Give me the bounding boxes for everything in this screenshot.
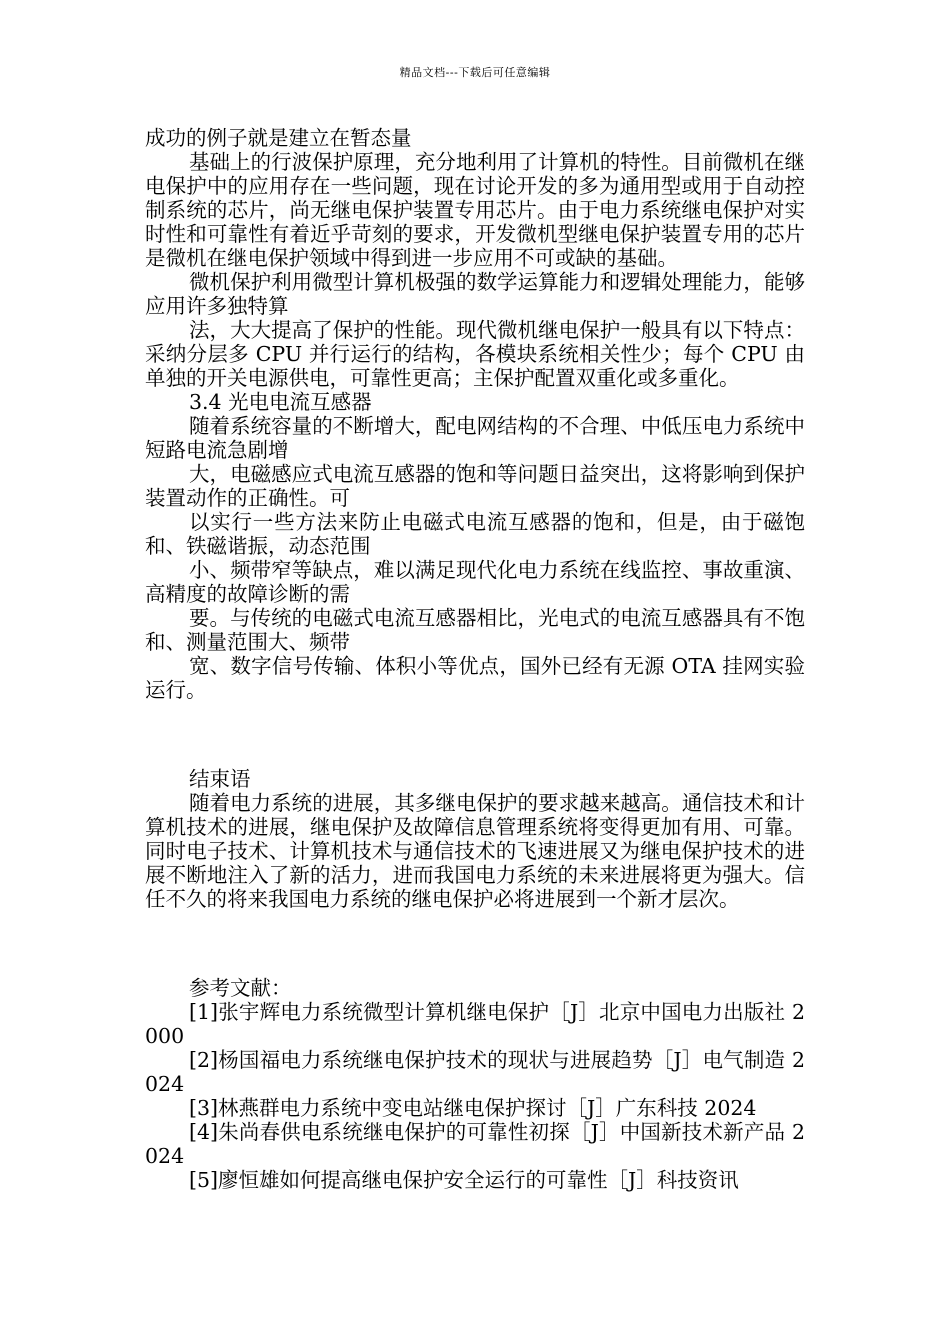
paragraph: [5]廖恒雄如何提高继电保护安全运行的可靠性［J］科技资讯: [189, 1168, 739, 1192]
paragraph: 大，电磁感应式电流互感器的饱和等问题日益突出，这将影响到保护装置动作的正确性。可: [145, 462, 805, 510]
paragraph-spacer: [145, 723, 805, 747]
paragraph: [2]杨国福电力系统继电保护技术的现状与进展趋势［J］电气制造 2024: [145, 1048, 805, 1096]
paragraph: [3]林燕群电力系统中变电站继电保护探讨［J］广东科技 2024: [189, 1096, 757, 1120]
paragraph: 基础上的行波保护原理，充分地利用了计算机的特性。目前微机在继电保护中的应用存在一些问题，现在讨论开发的多为通用型或用于自动控制系统的芯片，尚无继电保护装置专用芯片。由于电力系统继电保护对实时性和可靠性有着近乎苛刻的要求，开发微机型继电保护装置专用的芯片是微机在继电保护领域中得到进一步应用不可或缺的基础。: [145, 150, 805, 270]
paragraph: 小、频带窄等缺点，难以满足现代化电力系统在线监控、事故重演、高精度的故障诊断的需: [145, 558, 805, 606]
paragraph-spacer: [145, 932, 805, 956]
paragraph: 要。与传统的电磁式电流互感器相比，光电式的电流互感器具有不饱和、测量范围大、频带: [145, 606, 805, 654]
paragraph: 随着电力系统的进展，其多继电保护的要求越来越高。通信技术和计算机技术的进展，继电保护及故障信息管理系统将变得更加有用、可靠。同时电子技术、计算机技术与通信技术的飞速进展又为继电保护技术的进展不断地注入了新的活力，进而我国电力系统的未来进展将更为强大。信任不久的将来我国电力系统的继电保护必将进展到一个新才层次。: [145, 791, 805, 911]
paragraph: 法，大大提高了保护的性能。现代微机继电保护一般具有以下特点：采纳分层多 CPU 并行运行的结构，各模块系统相关性少；每个 CPU 由单独的开关电源供电，可靠性更高；主保护配置双重化或多重化。: [145, 318, 805, 390]
document-body: [145, 126, 805, 1192]
paragraph: 成功的例子就是建立在暂态量: [145, 126, 412, 150]
paragraph: 结束语: [189, 767, 251, 791]
paragraph: [4]朱尚春供电系统继电保护的可靠性初探［J］中国新技术新产品 2024: [145, 1120, 805, 1168]
paragraph: 宽、数字信号传输、体积小等优点，国外已经有无源 OTA 挂网实验运行。: [145, 654, 805, 702]
paragraph: 微机保护利用微型计算机极强的数学运算能力和逻辑处理能力，能够应用许多独特算: [145, 270, 805, 318]
paragraph: 3.4 光电电流互感器: [189, 390, 372, 414]
paragraph: [1]张宇辉电力系统微型计算机继电保护［J］北京中国电力出版社 2000: [145, 1000, 805, 1048]
paragraph: 参考文献：: [189, 976, 292, 1000]
page-header: 精品文档---下载后可任意编辑: [399, 66, 551, 79]
paragraph: 以实行一些方法来防止电磁式电流互感器的饱和，但是，由于磁饱和、铁磁谐振，动态范围: [145, 510, 805, 558]
paragraph: 随着系统容量的不断增大，配电网结构的不合理、中低压电力系统中短路电流急剧增: [145, 414, 805, 462]
